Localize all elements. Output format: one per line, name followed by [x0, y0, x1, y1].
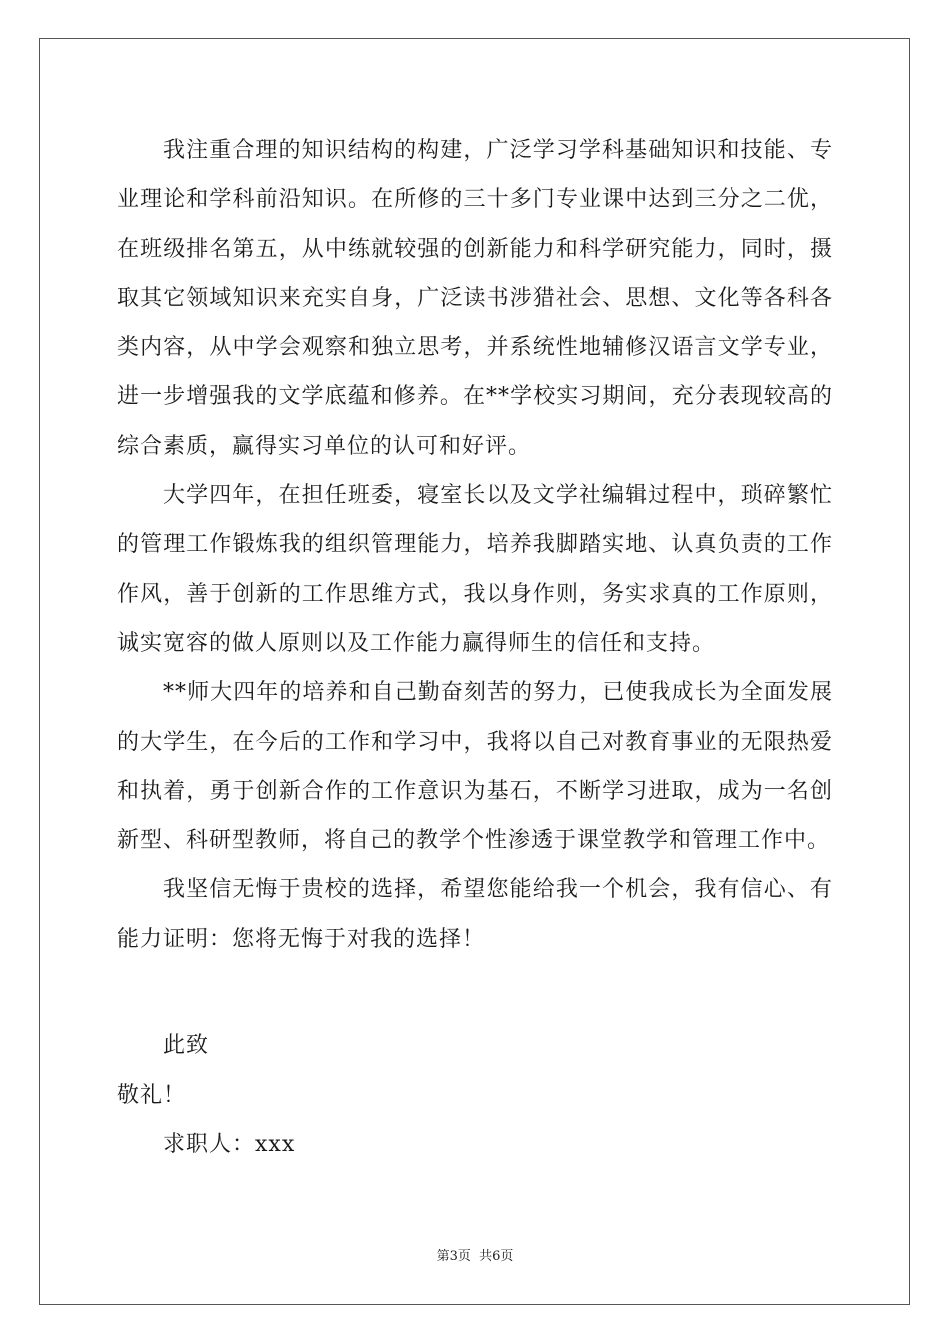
closing-regards: 敬礼！	[117, 1083, 187, 1108]
signature-line: 求职人：xxx	[163, 1132, 296, 1157]
paragraph-growth: **师大四年的培养和自己勤奋刻苦的努力，已使我成长为全面发展的大学生，在今后的工作和学习中，我将以自己对教育事业的无限热爱和执着，勇于创新合作的工作意识为基石，不断学习进取，成为一名创新型、科研型教师，将自己的教学个性渗透于课堂教学和管理工作中。	[117, 680, 833, 854]
current-page-label: 第3页	[436, 1249, 471, 1264]
closing-salutation: 此致	[163, 1033, 210, 1058]
page-number-footer	[0, 1245, 950, 1264]
paragraph-management: 大学四年，在担任班委，寝室长以及文学社编辑过程中，琐碎繁忙的管理工作锻炼我的组织管理能力，培养我脚踏实地、认真负责的工作作风，善于创新的工作思维方式，我以身作则，务实求真的工作原则，诚实宽容的做人原则以及工作能力赢得师生的信任和支持。	[117, 483, 833, 656]
total-pages-label: 共6页	[479, 1249, 514, 1264]
paragraph-conclusion: 我坚信无悔于贵校的选择，希望您能给我一个机会，我有信心、有能力证明：您将无悔于对我的选择！	[117, 877, 833, 952]
letter-body	[117, 126, 833, 964]
paragraph-knowledge: 我注重合理的知识结构的构建，广泛学习学科基础知识和技能、专业理论和学科前沿知识。在所修的三十多门专业课中达到三分之二优，在班级排名第五，从中练就较强的创新能力和科学研究能力，同时，摄取其它领域知识来充实自身，广泛读书涉猎社会、思想、文化等各科各类内容，从中学会观察和独立思考，并系统性地辅修汉语言文学专业，进一步增强我的文学底蕴和修养。在**学校实习期间，充分表现较高的综合素质，赢得实习单位的认可和好评。	[117, 138, 833, 459]
